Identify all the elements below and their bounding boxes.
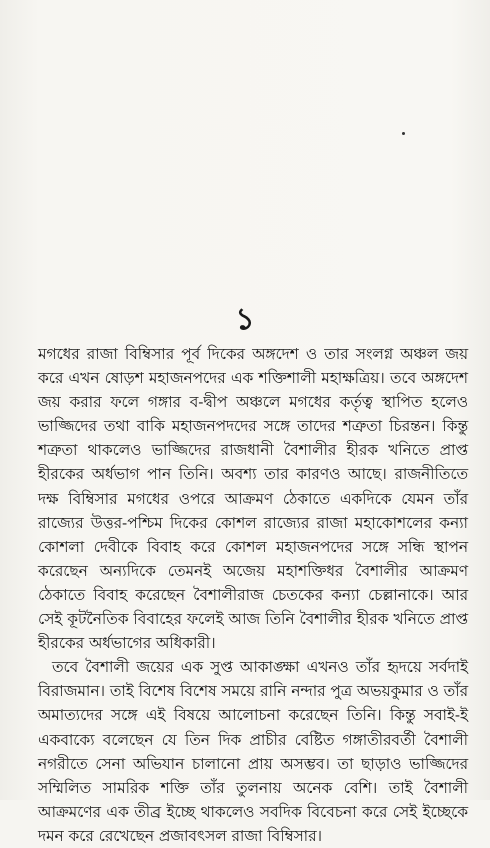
chapter-body — [38, 342, 468, 848]
paragraph-1: মগধের রাজা বিম্বিসার পূর্ব দিকের অঙ্গদেশ ও তার সংলগ্ন অঞ্চল জয় করে এখন ষোড়শ মহাজনপদের এক শক্তিশালী মহাক্ষত্রিয়। তবে অঙ্গদেশ জয় করার ফলে গঙ্গার ব-দ্বীপ অঞ্চলে মগধের কর্তৃত্ব স্থাপিত হলেও ভাজ্জিদের তথা বাকি মহাজনপদদের সঙ্গে তাদের শত্রুতা চিরন্তন। কিন্তু শত্রুতা থাকলেও ভাজ্জিদের রাজধানী বৈশালীর হীরক খনিতে প্রাপ্ত হীরকের অর্ধভাগ পান তিনি। অবশ্য তার কারণও আছে। রাজনীতিতে দক্ষ বিম্বিসার মগধের ওপরে আক্রমণ ঠেকাতে একদিকে যেমন তাঁর রাজ্যের উত্তর-পশ্চিম দিকের কোশল রাজ্যের রাজা মহাকোশলের কন্যা কোশলা দেবীকে বিবাহ করে কোশল মহাজনপদের সঙ্গে সন্ধি স্থাপন করেছেন অন্যদিকে তেমনই অজেয় মহাশক্তিধর বৈশালীর আক্রমণ ঠেকাতে বিবাহ করেছেন বৈশালীরাজ চেতকের কন্যা চেল্লানাকে। আর সেই কূটনৈতিক বিবাহের ফলেই আজ তিনি বৈশালীর হীরক খনিতে প্রাপ্ত হীরকের অর্ধভাগের অধিকারী। — [38, 345, 468, 653]
chapter-number: ১ — [235, 302, 255, 337]
ink-speck — [402, 132, 405, 135]
paragraph-2: তবে বৈশালী জয়ের এক সুপ্ত আকাঙ্ক্ষা এখনও তাঁর হৃদয়ে সর্বদাই বিরাজমান। তাই বিশেষ বিশেষ সময়ে রানি নন্দার পুত্র অভয়কুমার ও তাঁর অমাত্যদের সঙ্গে এই বিষয়ে আলোচনা করেছেন তিনি। কিন্তু সবাই-ই একবাক্যে বলেছেন যে তিন দিক প্রাচীর বেষ্টিত গঙ্গাতীরবর্তী বৈশালী নগরীতে সেনা অভিযান চালানো প্রায় অসম্ভব। তা ছাড়াও ভাজ্জিদের সম্মিলিত সামরিক শক্তি তাঁর তুলনায় অনেক বেশি। তাই বৈশালী আক্রমণের এক তীব্র ইচ্ছে থাকলেও সবদিক বিবেচনা করে সেই ইচ্ছেকে দমন করে রেখেছেন প্রজাবৎসল রাজা বিম্বিসার। — [38, 658, 468, 845]
